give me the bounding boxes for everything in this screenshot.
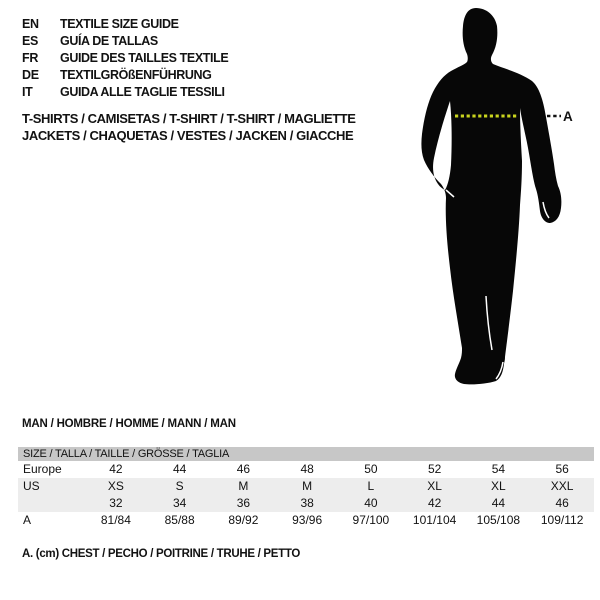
table-cell: 54 <box>491 462 506 476</box>
table-cell: M <box>238 479 249 493</box>
lang-label: TEXTILE SIZE GUIDE <box>60 17 179 31</box>
table-cell: 48 <box>300 462 314 476</box>
row-label: A <box>23 513 32 527</box>
table-cell: 85/88 <box>164 513 195 527</box>
table-row-us-letters <box>18 478 594 495</box>
table-cell: 89/92 <box>228 513 259 527</box>
table-cell: 56 <box>555 462 569 476</box>
lang-code: FR <box>22 51 39 65</box>
table-cell: M <box>302 479 313 493</box>
lang-code: IT <box>22 85 33 99</box>
table-cell: 46 <box>555 496 569 510</box>
lang-code: ES <box>22 34 39 48</box>
table-cell: 46 <box>236 462 251 476</box>
table-cell: 50 <box>364 462 378 476</box>
table-row-europe <box>18 461 594 478</box>
measure-label-a: A <box>563 109 573 124</box>
table-cell: 40 <box>364 496 378 510</box>
table-cell: XL <box>491 479 506 493</box>
table-row-us-numeric <box>18 495 594 512</box>
lang-label: TEXTILGRÖßENFÜHRUNG <box>60 68 212 82</box>
table-cell: 34 <box>172 496 187 510</box>
lang-label: GUÍA DE TALLAS <box>60 34 158 48</box>
table-cell: 101/104 <box>412 513 457 527</box>
table-cell: 32 <box>109 496 123 510</box>
size-table <box>18 447 594 529</box>
table-cell: L <box>367 479 375 493</box>
table-cell: XL <box>427 479 442 493</box>
table-row-chest-a <box>18 512 594 529</box>
man-silhouette <box>421 8 561 384</box>
table-cell: XXL <box>550 479 574 493</box>
row-label: Europe <box>23 462 62 476</box>
section-title-man: MAN / HOMBRE / HOMME / MANN / MAN <box>22 418 236 430</box>
table-cell: 93/96 <box>292 513 323 527</box>
table-cell: 97/100 <box>352 513 390 527</box>
table-cell: 38 <box>300 496 314 510</box>
table-cell: XS <box>107 479 124 493</box>
measure-footnote: A. (cm) CHEST / PECHO / POITRINE / TRUHE / PETTO <box>22 548 301 560</box>
table-cell: 42 <box>427 496 442 510</box>
size-table-header: SIZE / TALLA / TAILLE / GRÖSSE / TAGLIA <box>18 447 594 461</box>
table-cell: 105/108 <box>476 513 521 527</box>
table-cell: 109/112 <box>540 513 584 527</box>
row-label <box>18 495 84 512</box>
table-cell: S <box>175 479 184 493</box>
table-cell: 36 <box>236 496 251 510</box>
lang-code: EN <box>22 17 39 31</box>
table-cell: 42 <box>109 462 123 476</box>
lang-label: GUIDA ALLE TAGLIE TESSILI <box>60 85 225 99</box>
category-line-tshirts: T-SHIRTS / CAMISETAS / T-SHIRT / T-SHIRT / MAGLIETTE <box>22 111 356 126</box>
lang-code: DE <box>22 68 39 82</box>
table-cell: 44 <box>491 496 506 510</box>
table-cell: 44 <box>172 462 187 476</box>
row-label: US <box>23 479 40 493</box>
table-cell: 81/84 <box>100 513 131 527</box>
table-cell: 52 <box>427 462 442 476</box>
category-line-jackets: JACKETS / CHAQUETAS / VESTES / JACKEN / GIACCHE <box>22 128 354 143</box>
lang-label: GUIDE DES TAILLES TEXTILE <box>60 51 229 65</box>
